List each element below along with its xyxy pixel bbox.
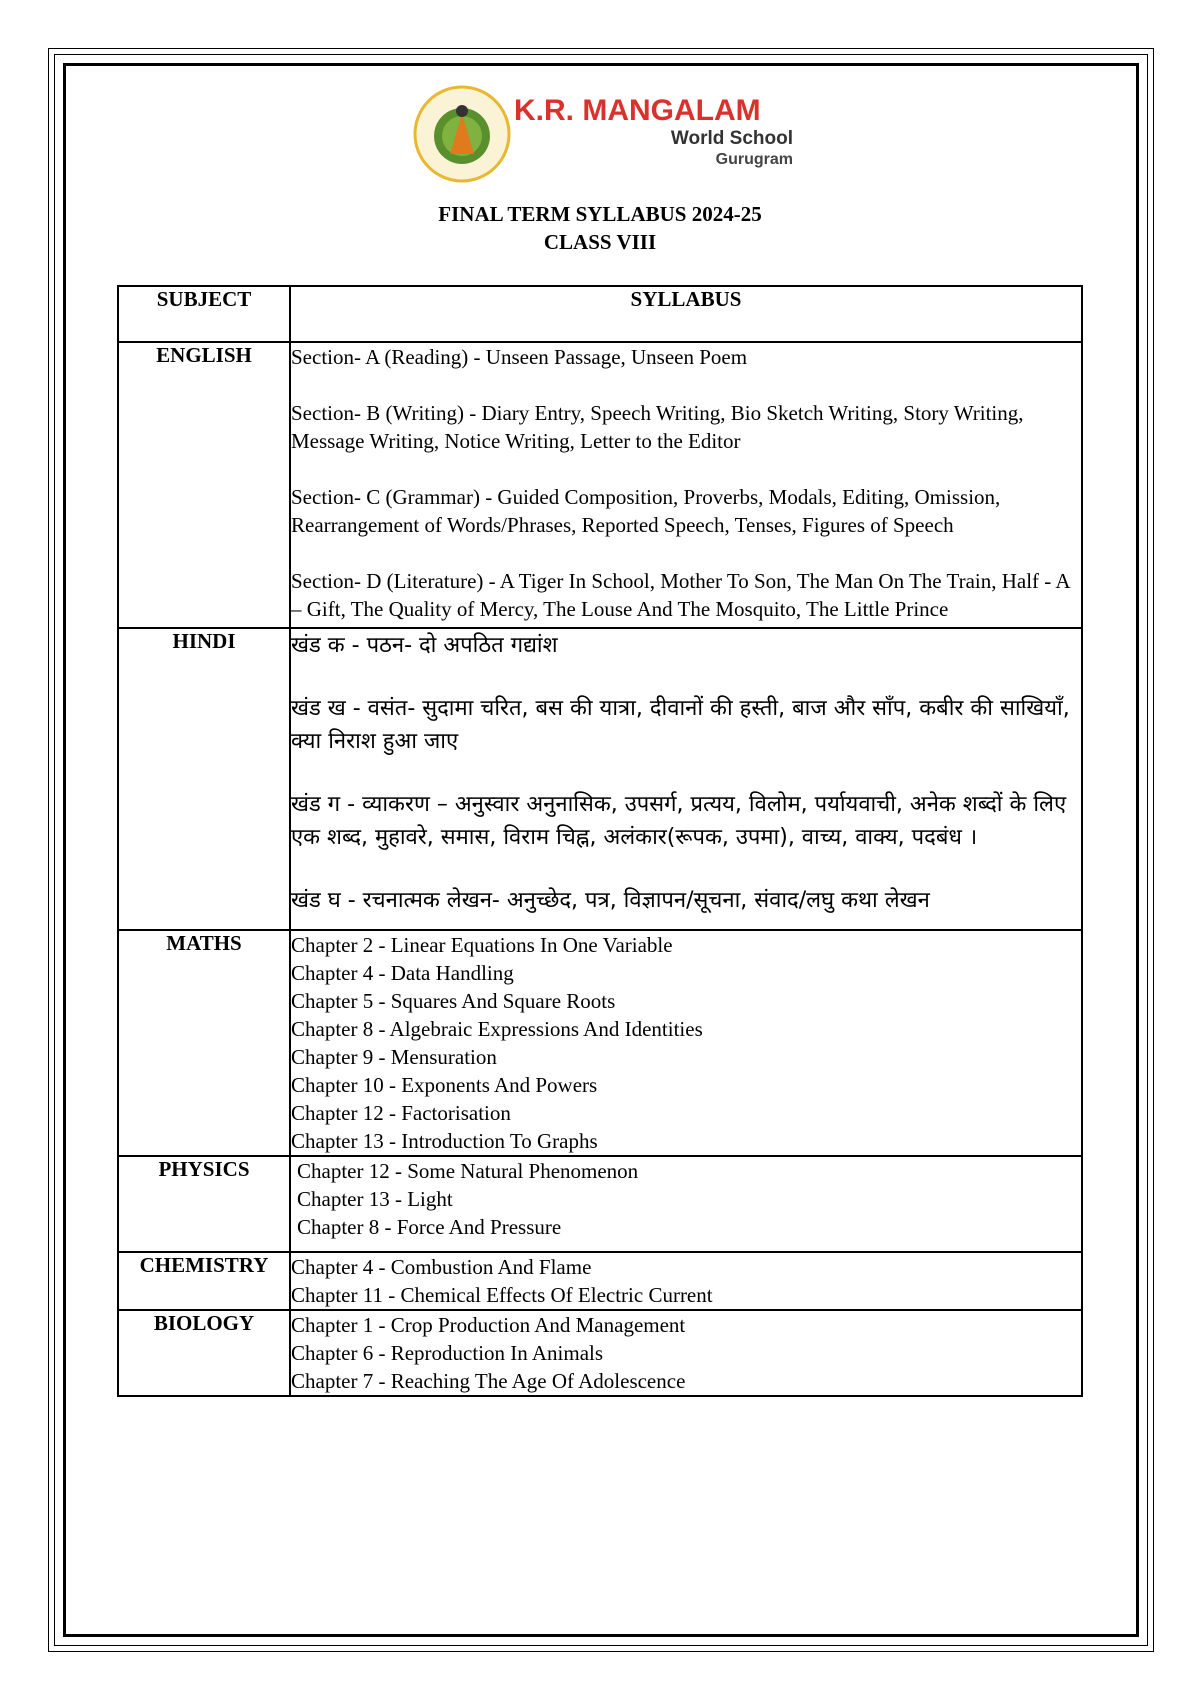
table-row-chemistry <box>118 1252 1082 1310</box>
syllabus-maths <box>290 930 1082 1156</box>
syllabus-physics <box>290 1156 1082 1252</box>
logo-school-name: K.R. MANGALAM <box>514 94 761 127</box>
maths-chapter: Chapter 13 - Introduction To Graphs <box>291 1129 598 1153</box>
physics-chapter: Chapter 12 - Some Natural Phenomenon <box>297 1159 639 1183</box>
table-row-english <box>118 342 1082 628</box>
table-row-hindi <box>118 628 1082 930</box>
hindi-section-ka: खंड क - पठन- दो अपठित गद्यांश <box>291 633 558 658</box>
maths-chapter: Chapter 10 - Exponents And Powers <box>291 1073 598 1097</box>
hindi-section-gha: खंड घ - रचनात्मक लेखन- अनुच्छेद, पत्र, विज्ञापन/सूचना, संवाद/लघु कथा लेखन <box>291 888 930 913</box>
table-row-biology <box>118 1310 1082 1396</box>
hindi-section-kha: खंड ख - वसंत- सुदामा चरित, बस की यात्रा, दीवानों की हस्ती, बाज और साँप, कबीर की साखियाँ, क्या निराश हुआ जाए <box>291 696 1070 754</box>
syllabus-column-header: SYLLABUS <box>290 286 1082 342</box>
biology-chapter: Chapter 1 - Crop Production And Management <box>291 1313 686 1337</box>
table-row-maths <box>118 930 1082 1156</box>
school-emblem-icon <box>412 84 512 184</box>
chemistry-chapter: Chapter 11 - Chemical Effects Of Electric Current <box>291 1283 713 1307</box>
physics-chapter: Chapter 8 - Force And Pressure <box>297 1215 562 1239</box>
subject-maths: MATHS <box>118 930 290 1156</box>
maths-chapter: Chapter 5 - Squares And Square Roots <box>291 989 616 1013</box>
english-section-a: Section- A (Reading) - Unseen Passage, Unseen Poem <box>291 345 748 369</box>
subject-english: ENGLISH <box>118 342 290 628</box>
chemistry-chapter: Chapter 4 - Combustion And Flame <box>291 1255 592 1279</box>
subject-biology: BIOLOGY <box>118 1310 290 1396</box>
biology-chapter: Chapter 7 - Reaching The Age Of Adolescence <box>291 1369 686 1393</box>
biology-chapter: Chapter 6 - Reproduction In Animals <box>291 1341 604 1365</box>
english-section-b: Section- B (Writing) - Diary Entry, Speech Writing, Bio Sketch Writing, Story Writing, Message Writing, Notice Writing, Letter to the Editor <box>291 401 1024 453</box>
subject-hindi: HINDI <box>118 628 290 930</box>
maths-chapter: Chapter 9 - Mensuration <box>291 1045 497 1069</box>
school-logo: K.R. MANGALAM World School Gurugram <box>412 84 792 184</box>
maths-chapter: Chapter 8 - Algebraic Expressions And Identities <box>291 1017 703 1041</box>
syllabus-biology <box>290 1310 1082 1396</box>
maths-chapter: Chapter 12 - Factorisation <box>291 1101 511 1125</box>
subject-chemistry: CHEMISTRY <box>118 1252 290 1310</box>
hindi-section-ga: खंड ग - व्याकरण – अनुस्वार अनुनासिक, उपसर्ग, प्रत्यय, विलोम, पर्यायवाची, अनेक शब्दों के लिए एक शब्द, मुहावरे, समास, विराम चिह्न, अलंकार(रूपक, उपमा), वाच्य, वाक्य, पदबंध । <box>291 792 1067 850</box>
syllabus-english <box>290 342 1082 628</box>
english-section-d: Section- D (Literature) - A Tiger In School, Mother To Son, The Man On The Train, Half - A – Gift, The Quality of Mercy, The Louse And The Mosquito, The Little Prince <box>291 569 1070 621</box>
syllabus-title: FINAL TERM SYLLABUS 2024-25 <box>438 202 762 226</box>
syllabus-chemistry <box>290 1252 1082 1310</box>
physics-chapter: Chapter 13 - Light <box>297 1187 453 1211</box>
syllabus-table <box>117 285 1083 1397</box>
table-header-row <box>118 286 1082 342</box>
maths-chapter: Chapter 4 - Data Handling <box>291 961 514 985</box>
class-title: CLASS VIII <box>543 230 657 254</box>
english-section-c: Section- C (Grammar) - Guided Composition, Proverbs, Modals, Editing, Omission, Rearrangement of Words/Phrases, Reported Speech, Tenses, Figures of Speech <box>291 485 1001 537</box>
syllabus-hindi <box>290 628 1082 930</box>
subject-physics: PHYSICS <box>118 1156 290 1252</box>
subject-column-header: SUBJECT <box>118 286 290 342</box>
table-row-physics <box>118 1156 1082 1252</box>
maths-chapter: Chapter 2 - Linear Equations In One Variable <box>291 933 673 957</box>
